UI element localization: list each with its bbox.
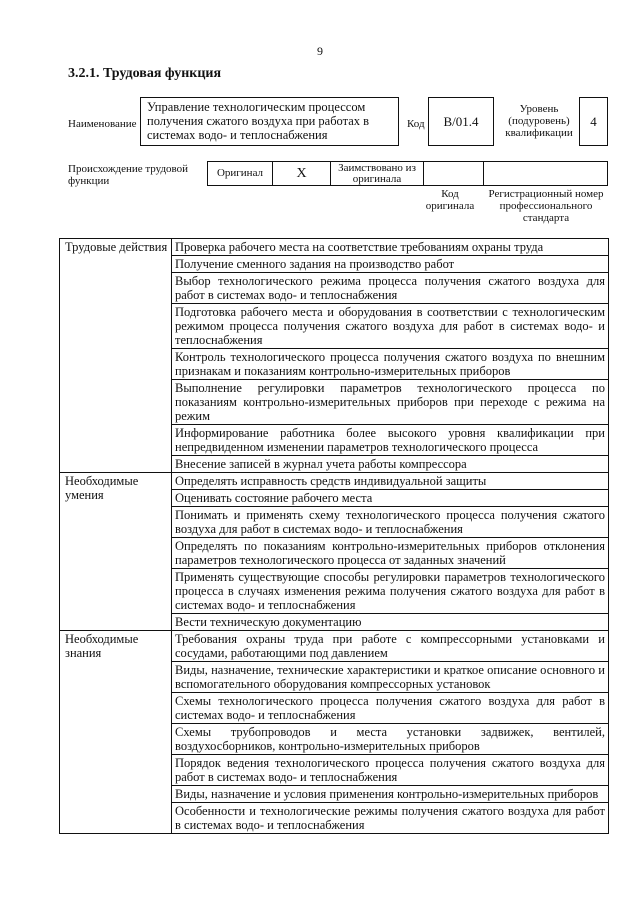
page-number: 9	[317, 44, 323, 58]
origin-code-cell	[423, 161, 484, 186]
labor-actions-item: Получение сменного задания на производство работ	[172, 256, 609, 273]
skills-row	[60, 473, 609, 490]
function-table	[59, 238, 609, 834]
labor-actions-item: Подготовка рабочего места и оборудования в соответствии с технологическим режимом процесса получения сжатого воздуха для работ в системах водо- и теплоснабжения	[172, 304, 609, 349]
labor-actions-item: Информирование работника более высокого уровня квалификации при непредвиденном изменении параметров технологического процесса	[172, 425, 609, 456]
origin-label: Происхождение трудовой функции	[68, 163, 189, 187]
name-label: Наименование	[68, 118, 137, 130]
knowledge-item: Схемы трубопроводов и места установки задвижек, вентилей, воздухосборников, контрольно-измерительных приборов	[172, 724, 609, 755]
skills-item: Вести техническую документацию	[172, 614, 609, 631]
labor-actions-item: Проверка рабочего места на соответствие требованиям охраны труда	[172, 239, 609, 256]
function-name-value: Управление технологическим процессом получения сжатого воздуха при работах в системах водо- и теплоснабжения	[140, 97, 399, 146]
origin-mark-cell: X	[272, 161, 331, 186]
origin-borrowed-cell: Заимствовано из оригинала	[330, 161, 424, 186]
knowledge-item: Порядок ведения технологического процесса получения сжатого воздуха для работ в системах водо- и теплоснабжения	[172, 755, 609, 786]
knowledge-item: Виды, назначение и условия применения контрольно-измерительных приборов	[172, 786, 609, 803]
origin-code-caption: Код оригинала	[425, 188, 475, 212]
labor-actions-item: Контроль технологического процесса получения сжатого воздуха по внешним признакам и показаниям контрольно-измерительных приборов	[172, 349, 609, 380]
knowledge-item: Схемы технологического процесса получения сжатого воздуха для работ в системах водо- и теплоснабжения	[172, 693, 609, 724]
labor-actions-item: Выполнение регулировки параметров технологического процесса по показаниям контрольно-измерительных приборов при переходе с режима на режим	[172, 380, 609, 425]
knowledge-item: Особенности и технологические режимы получения сжатого воздуха для работ в системах водо- и теплоснабжения	[172, 803, 609, 834]
skills-item: Понимать и применять схему технологического процесса получения сжатого воздуха для работ в системах водо- и теплоснабжения	[172, 507, 609, 538]
labor-actions-item: Внесение записей в журнал учета работы компрессора	[172, 456, 609, 473]
skills-category: Необходимые умения	[60, 473, 172, 631]
knowledge-row	[60, 631, 609, 662]
qualification-level-value: 4	[579, 97, 608, 146]
labor-actions-category: Трудовые действия	[60, 239, 172, 473]
knowledge-item: Требования охраны труда при работе с компрессорными установками и сосудами, работающими под давлением	[172, 631, 609, 662]
function-code-value: B/01.4	[428, 97, 494, 146]
qualification-level-label: Уровень (подуровень) квалификации	[505, 103, 573, 139]
origin-original-cell: Оригинал	[207, 161, 273, 186]
knowledge-item: Виды, назначение, технические характеристики и краткое описание основного и вспомогательного оборудования компрессорных установок	[172, 662, 609, 693]
skills-item: Применять существующие способы регулировки параметров технологического процесса в случаях изменения режима получения сжатого воздуха для работ в системах водо- и теплоснабжения	[172, 569, 609, 614]
origin-reg-caption: Регистрационный номер профессионального стандарта	[488, 188, 604, 224]
labor-actions-row	[60, 239, 609, 256]
labor-actions-item: Выбор технологического режима процесса получения сжатого воздуха для работ в системах водо- и теплоснабжения	[172, 273, 609, 304]
skills-item: Определять исправность средств индивидуальной защиты	[172, 473, 609, 490]
origin-grid	[208, 161, 608, 186]
section-title: 3.2.1. Трудовая функция	[68, 66, 222, 81]
skills-item: Определять по показаниям контрольно-измерительных приборов отклонения параметров технологического процесса от заданных значений	[172, 538, 609, 569]
code-label: Код	[407, 118, 425, 130]
knowledge-category: Необходимые знания	[60, 631, 172, 834]
skills-item: Оценивать состояние рабочего места	[172, 490, 609, 507]
origin-reg-cell	[483, 161, 608, 186]
